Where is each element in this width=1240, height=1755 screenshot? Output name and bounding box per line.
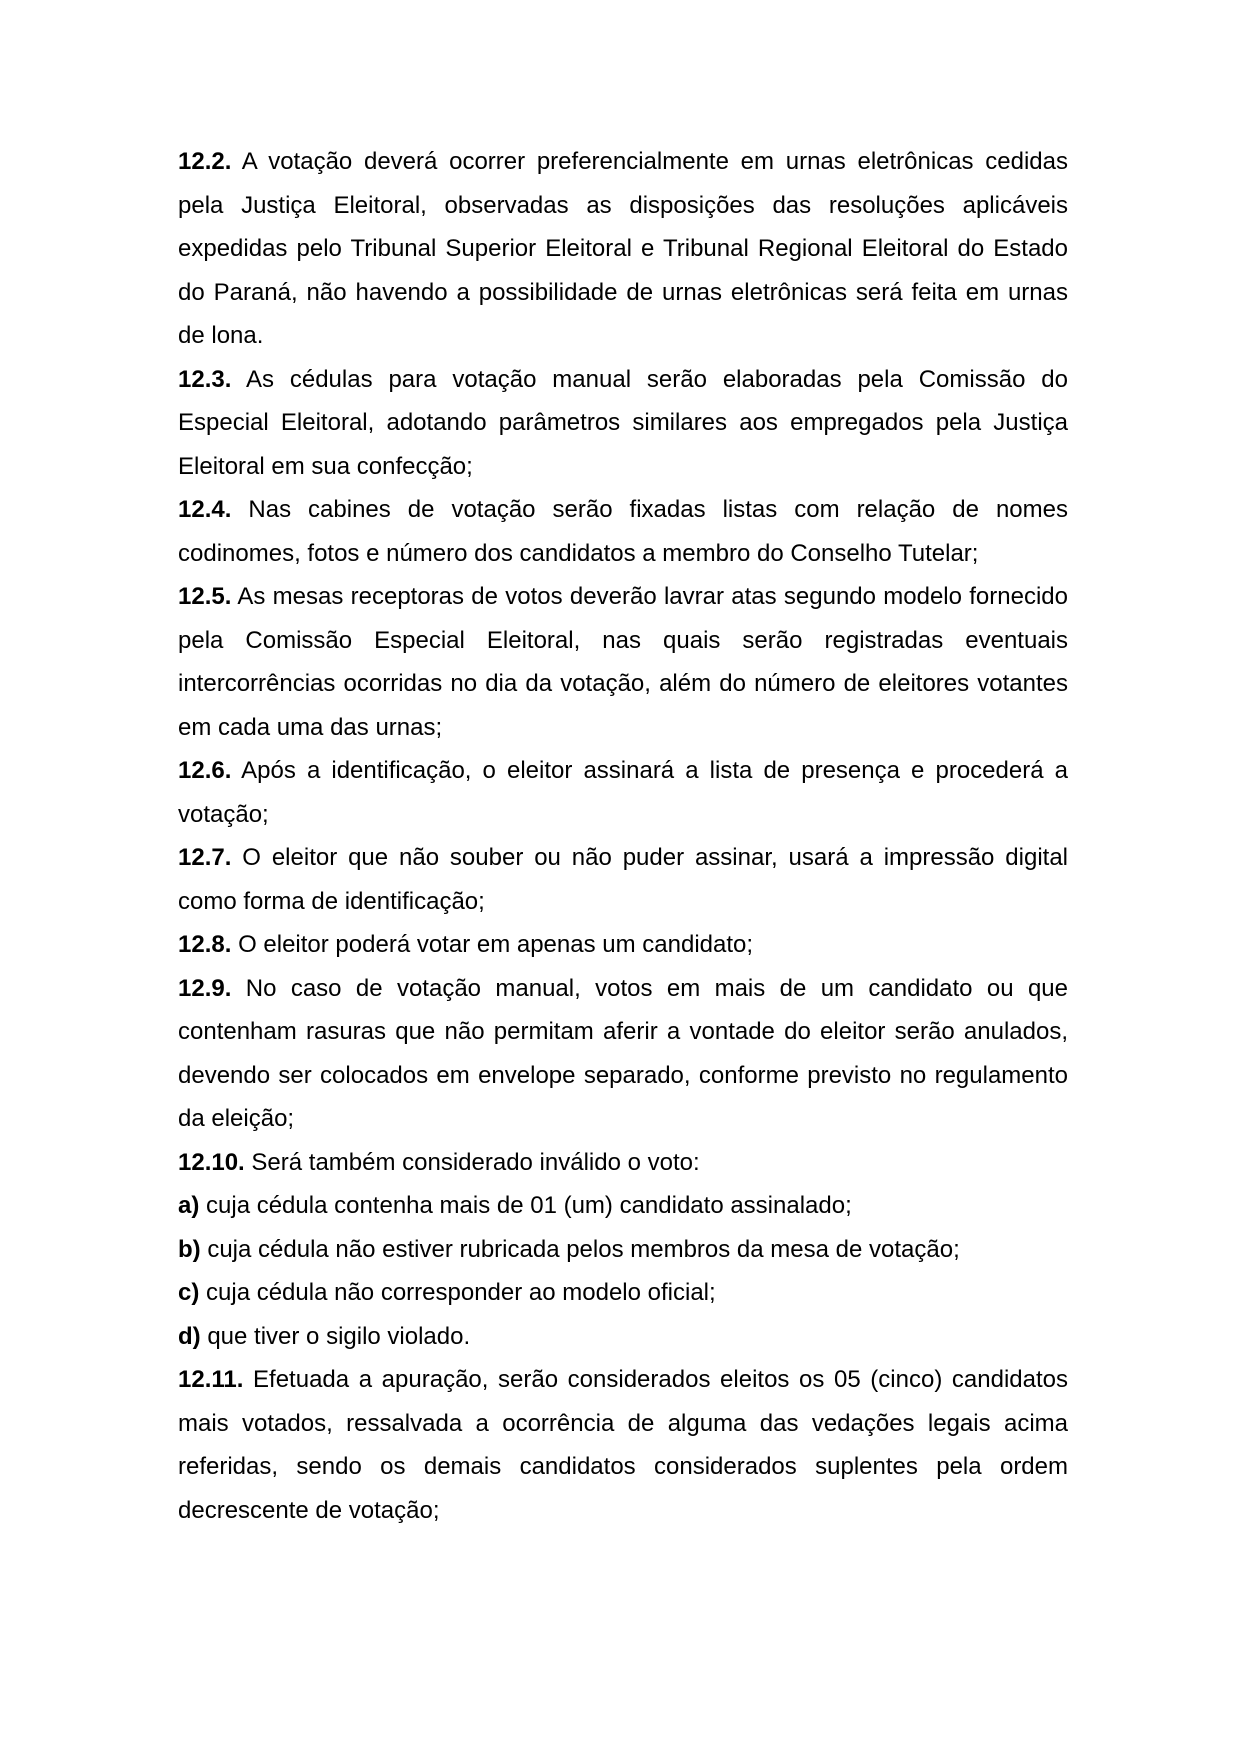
paragraph-12-6 [178, 749, 1068, 836]
paragraph-number: 12.11. [178, 1366, 244, 1393]
list-item-text: cuja cédula não estiver rubricada pelos membros da mesa de votação; [207, 1235, 960, 1263]
paragraph-12-5 [178, 575, 1068, 749]
paragraph-number: 12.3. [178, 365, 232, 393]
paragraph-text: Nas cabines de votação serão fixadas listas com relação de nomes codinomes, fotos e número dos candidatos a membro do Conselho Tutelar; [178, 496, 1068, 567]
paragraph-12-2 [178, 140, 1068, 358]
paragraph-12-9 [178, 967, 1068, 1141]
paragraph-number: 12.7. [178, 844, 232, 871]
list-item-letter: b) [178, 1235, 201, 1263]
list-item-letter: a) [178, 1192, 200, 1219]
paragraph-12-8 [178, 923, 1068, 967]
list-item-b [178, 1228, 1068, 1272]
paragraph-text: As cédulas para votação manual serão elaboradas pela Comissão do Especial Eleitoral, adotando parâmetros similares aos empregados pela Justiça Eleitoral em sua confecção; [178, 365, 1068, 480]
paragraph-text: A votação deverá ocorrer preferencialmente em urnas eletrônicas cedidas pela Justiça Eleitoral, observadas as disposições das resoluções aplicáveis expedidas pelo Tribunal Superior Eleitoral e Tribunal Regional Eleitoral do Estado do Paraná, não havendo a possibilidade de urnas eletrônicas será feita em urnas de lona. [178, 148, 1068, 349]
list-item-text: que tiver o sigilo violado. [207, 1322, 471, 1350]
list-item-c [178, 1271, 1068, 1315]
paragraph-number: 12.8. [178, 931, 232, 958]
list-item-a [178, 1184, 1068, 1228]
list-item-text: cuja cédula não corresponder ao modelo oficial; [206, 1279, 716, 1306]
paragraph-text: As mesas receptoras de votos deverão lavrar atas segundo modelo fornecido pela Comissão Especial Eleitoral, nas quais serão registradas eventuais intercorrências ocorridas no dia da votação, além do número de eleitores votantes em cada uma das urnas; [178, 583, 1068, 741]
paragraph-12-3 [178, 358, 1068, 489]
paragraph-12-4 [178, 488, 1068, 575]
paragraph-number: 12.6. [178, 757, 232, 784]
paragraph-number: 12.9. [178, 974, 232, 1002]
document-page [178, 140, 1068, 1532]
paragraph-text: Será também considerado inválido o voto: [251, 1148, 700, 1176]
paragraph-number: 12.4. [178, 496, 232, 523]
paragraph-12-11 [178, 1358, 1068, 1532]
list-item-text: cuja cédula contenha mais de 01 (um) candidato assinalado; [206, 1192, 852, 1219]
paragraph-text: Efetuada a apuração, serão considerados eleitos os 05 (cinco) candidatos mais votados, ressalvada a ocorrência de alguma das vedações legais acima referidas, sendo os demais candidatos considerados suplentes pela ordem decrescente de votação; [178, 1366, 1069, 1524]
list-item-d [178, 1315, 1068, 1359]
paragraph-text: Após a identificação, o eleitor assinará a lista de presença e procederá a votação; [178, 757, 1068, 828]
paragraph-12-10 [178, 1141, 1068, 1185]
paragraph-text: O eleitor que não souber ou não puder assinar, usará a impressão digital como forma de identificação; [178, 844, 1068, 915]
list-item-letter: d) [178, 1322, 201, 1350]
paragraph-text: No caso de votação manual, votos em mais de um candidato ou que contenham rasuras que não permitam aferir a vontade do eleitor serão anulados, devendo ser colocados em envelope separado, conforme previsto no regulamento da eleição; [178, 974, 1068, 1132]
paragraph-12-7 [178, 836, 1068, 923]
paragraph-number: 12.10. [178, 1148, 245, 1176]
paragraph-number: 12.2. [178, 148, 232, 175]
list-item-letter: c) [178, 1279, 200, 1306]
paragraph-number: 12.5. [178, 583, 232, 610]
paragraph-text: O eleitor poderá votar em apenas um candidato; [238, 931, 754, 958]
